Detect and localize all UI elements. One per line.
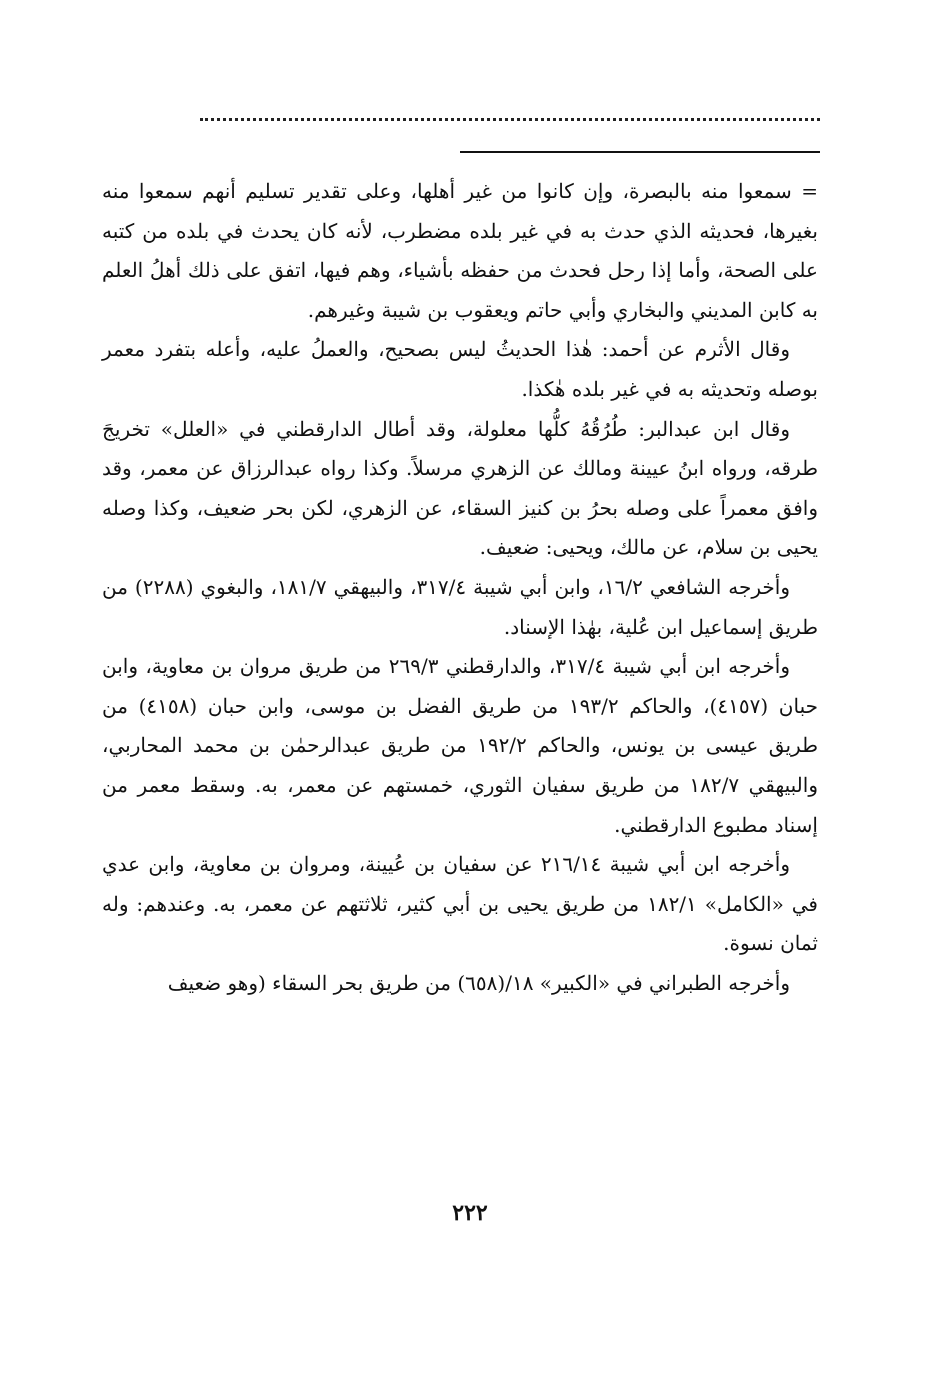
paragraph: وأخرجه الشافعي ١٦/٢، وابن أبي شيبة ٣١٧/٤، والبيهقي ١٨١/٧، والبغوي (٢٢٨٨) من طريق إسماعيل ابن عُلية، بهٰذا الإسناد.: [102, 574, 818, 639]
footnote-rule: [460, 151, 820, 153]
continuation-mark: =: [801, 179, 819, 203]
paragraph: وأخرجه ابن أبي شيبة ٢١٦/١٤ عن سفيان بن عُيينة، ومروان بن معاوية، وابن عدي في «الكامل» ١٨٢/١ من طريق يحيى بن أبي كثير، ثلاثتهم عن معمر، به. وعندهم: وله ثمان نسوة.: [102, 852, 818, 956]
dotted-separator: [200, 118, 820, 133]
paragraph: وأخرجه ابن أبي شيبة ٣١٧/٤، والدارقطني ٢٦٩/٣ من طريق مروان بن معاوية، وابن حبان (٤١٥٧)، والحاكم ١٩٣/٢ من طريق الفضل بن موسى، وابن حبان (٤١٥٨) من طريق عيسى بن يونس، والحاكم ١٩٢/٢ من طريق عبدالرحمٰن بن محمد المحاربي، والبيهقي ١٨٢/٧ من طريق سفيان الثوري، خمستهم عن معمر، به. وسقط معمر من إسناد مطبوع الدارقطني.: [102, 654, 818, 837]
paragraph: وأخرجه الطبراني في «الكبير» ١٨/(٦٥٨) من طريق بحر السقاء (وهو ضعيف: [167, 970, 790, 995]
page-number: ٢٢٢: [452, 1200, 488, 1226]
paragraph-text: سمعوا منه بالبصرة، وإن كانوا من غير أهلها، وعلى تقدير تسليم أنهم سمعوا منه بغيرها، فحديثه الذي حدث به في غير بلده مضطرب، لأنه كان يحدث في بلده من كتبه على الصحة، وأما إذا رحل فحدث من حفظه بأشياء، وهم فيها، اتفق على ذلك أهلُ العلم به كابن المديني والبخاري وأبي حاتم ويعقوب بن شيبة وغيرهم.: [102, 179, 818, 322]
paragraph: وقال الأثرم عن أحمد: هٰذا الحديثُ ليس بصحيح، والعملُ عليه، وأعله بتفرد معمر بوصله وتحديثه به في غير بلده هٰكذا.: [102, 337, 818, 401]
paragraph: [102, 172, 818, 330]
footnote-text: [102, 172, 818, 1003]
paragraph: وقال ابن عبدالبر: طُرُقُهُ كلُّها معلولة، وقد أطال الدارقطني في «العلل» تخريجَ طرقه، ورواه ابنُ عيينة ومالك عن الزهري مرسلاً. وكذا رواه عبدالرزاق عن معمر، وقد وافق معمراً على وصله بحرُ بن كنيز السقاء، عن الزهري، لكن بحر ضعيف، وكذا وصله يحيى بن سلام، عن مالك، ويحيى: ضعيف.: [102, 416, 818, 560]
